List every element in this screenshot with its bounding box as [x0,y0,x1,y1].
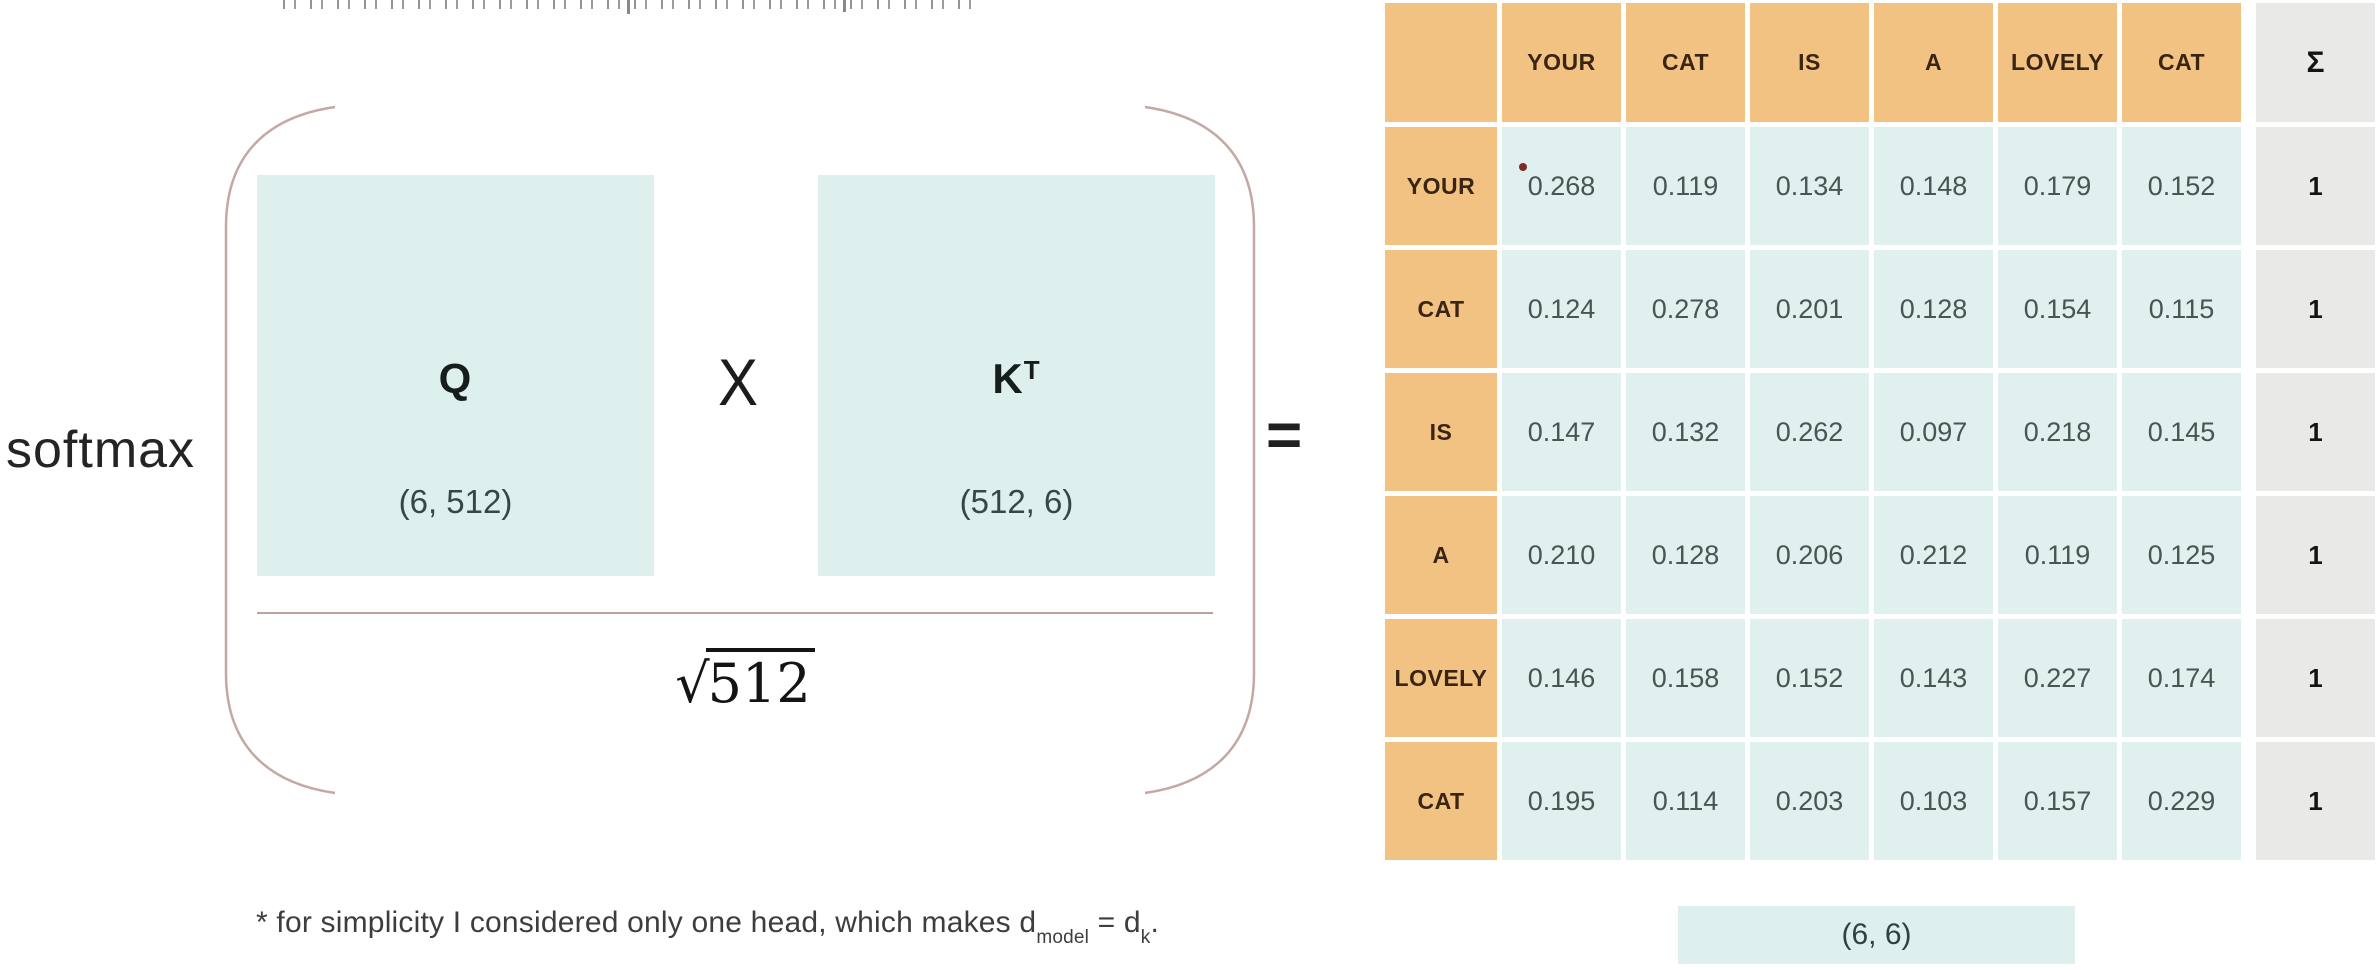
score-cell: 0.097 [1874,373,1993,491]
score-cell: 0.262 [1750,373,1869,491]
score-cell: 0.119 [1626,127,1745,245]
radical-sign: √ [675,652,706,715]
row-label: CAT [1385,250,1497,368]
footnote-text: . [1150,906,1159,939]
score-cell: 0.152 [1750,619,1869,737]
score-cell: 0.195 [1502,742,1621,860]
fraction-bar [257,612,1213,614]
kt-label-sup: T [1023,355,1041,385]
score-cell: 0.114 [1626,742,1745,860]
score-cell: 0.203 [1750,742,1869,860]
table-row [1385,127,2375,245]
score-cell: 0.119 [1998,496,2117,614]
kt-matrix-box [818,175,1215,576]
score-cell: 0.146 [1502,619,1621,737]
column-header: A [1874,3,1993,122]
sqrt-denominator [650,652,840,715]
score-cell: 0.143 [1874,619,1993,737]
score-cell: 0.148 [1874,127,1993,245]
score-cell: 0.124 [1502,250,1621,368]
score-cell: 0.128 [1626,496,1745,614]
score-cell: 0.278 [1626,250,1745,368]
footnote-sub-k: k [1140,927,1151,948]
score-cell: 0.201 [1750,250,1869,368]
table-row [1385,373,2375,491]
kt-matrix-shape: (512, 6) [959,483,1074,520]
attention-table [1385,3,2375,865]
score-cell: 0.210 [1502,496,1621,614]
footnote-text: = d [1089,906,1141,939]
score-cell: 0.125 [2122,496,2241,614]
equals-sign: = [1266,401,1303,470]
table-row [1385,619,2375,737]
radicand-value: 512 [706,648,815,715]
score-cell: 0.128 [1874,250,1993,368]
annotation-dot [1519,163,1527,171]
score-cell: 0.134 [1750,127,1869,245]
clipped-glyph-fragment [843,0,846,12]
column-header: LOVELY [1998,3,2117,122]
table-row [1385,742,2375,860]
q-matrix-label: Q [438,355,473,402]
q-matrix-shape: (6, 512) [398,483,513,520]
footnote-text: * for simplicity I considered only one head, which makes d [256,906,1037,939]
row-label: YOUR [1385,127,1497,245]
row-label: IS [1385,373,1497,491]
footnote [256,906,1159,948]
clipped-top-text [283,0,983,9]
result-shape-box: (6, 6) [1678,906,2075,964]
score-cell: 0.115 [2122,250,2241,368]
score-cell: 0.157 [1998,742,2117,860]
score-cell: 0.206 [1750,496,1869,614]
kt-label-base: K [992,355,1024,402]
row-label: CAT [1385,742,1497,860]
score-cell: 0.268 [1502,127,1621,245]
multiply-sign: X [717,345,759,420]
score-cell: 0.227 [1998,619,2117,737]
column-header: CAT [1626,3,1745,122]
kt-matrix-label [818,355,1215,403]
softmax-label: softmax [6,421,196,479]
score-cell: 0.147 [1502,373,1621,491]
clipped-glyph-fragment [627,0,630,14]
q-matrix-box [257,175,654,576]
column-header: IS [1750,3,1869,122]
table-row [1385,250,2375,368]
table-row [1385,496,2375,614]
score-cell: 0.158 [1626,619,1745,737]
row-sum: 1 [2256,250,2375,368]
row-sum: 1 [2256,742,2375,860]
footnote-sub-model: model [1036,927,1090,948]
score-cell: 0.179 [1998,127,2117,245]
corner-cell [1385,3,1497,122]
row-sum: 1 [2256,373,2375,491]
score-cell: 0.132 [1626,373,1745,491]
score-cell: 0.154 [1998,250,2117,368]
row-label: A [1385,496,1497,614]
column-header: CAT [2122,3,2241,122]
row-sum: 1 [2256,619,2375,737]
score-cell: 0.103 [1874,742,1993,860]
column-header: YOUR [1502,3,1621,122]
sigma-header: Σ [2256,3,2375,122]
score-cell: 0.218 [1998,373,2117,491]
score-cell: 0.152 [2122,127,2241,245]
table-header-row [1385,3,2375,122]
score-cell: 0.174 [2122,619,2241,737]
score-cell: 0.212 [1874,496,1993,614]
row-sum: 1 [2256,127,2375,245]
row-sum: 1 [2256,496,2375,614]
score-cell: 0.145 [2122,373,2241,491]
row-label: LOVELY [1385,619,1497,737]
score-cell: 0.229 [2122,742,2241,860]
